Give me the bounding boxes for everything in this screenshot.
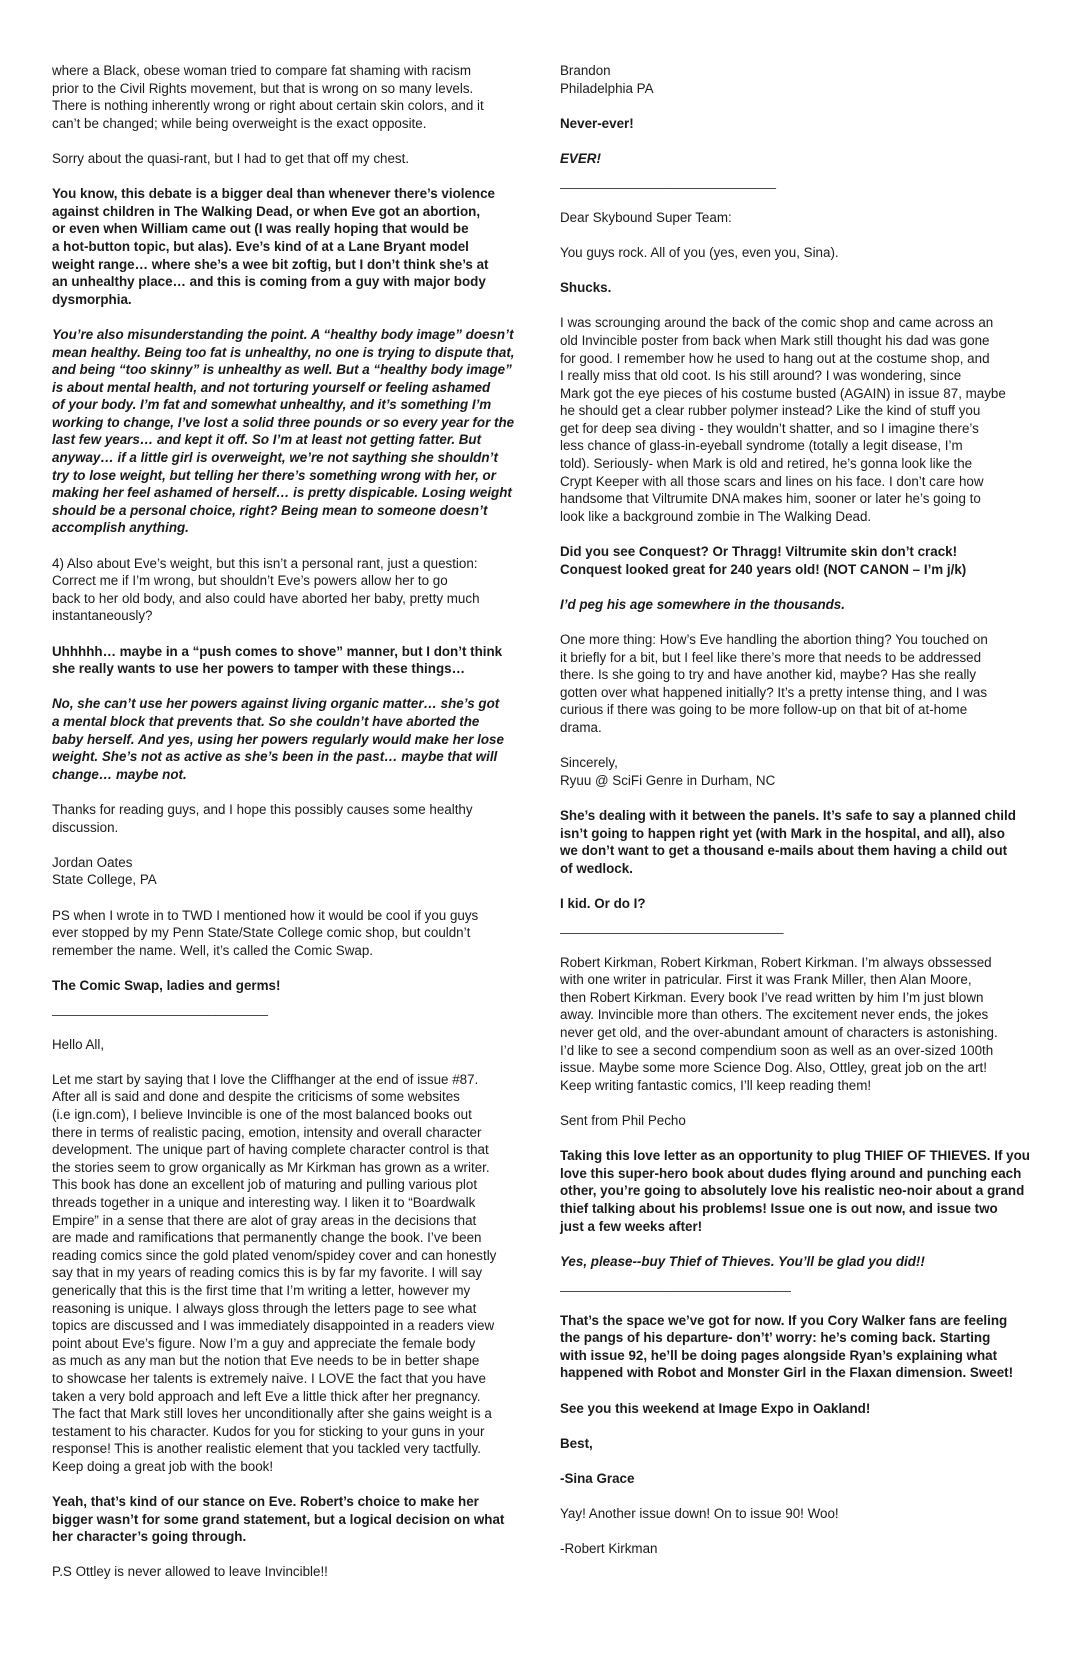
section-divider: _____________________________	[560, 174, 776, 190]
editor-reply-paragraph: Taking this love letter as an opportunity to plug THIEF OF THIEVES. If you love this super-hero book about dudes flying around and punching each other, you’re going to absolutely love his realistic neo-noir about a grand thief talking about his problems! Issue one is out now, and issue two just a few weeks after!	[560, 1148, 1030, 1234]
editor-reply-paragraph: Yes, please--buy Thief of Thieves. You’ll be glad you did!!	[560, 1253, 925, 1269]
left-column	[52, 62, 522, 1660]
editor-reply-paragraph: I kid. Or do I?	[560, 895, 646, 911]
editor-reply-paragraph: No, she can’t use her powers against living organic matter… she’s got a mental block that prevents that. So she couldn’t have aborted the baby herself. And yes, using her powers regularly would make her lose weight. She’s not as active as she’s been in the past… maybe that will change… maybe not.	[52, 696, 504, 782]
editor-reply-paragraph: Uhhhhh… maybe in a “push comes to shove” manner, but I don’t think she really wants to use her powers to tamper with these things…	[52, 643, 503, 677]
reader-letter-paragraph: One more thing: How’s Eve handling the abortion thing? You touched on it briefly for a bit, but I feel like there’s more that needs to be addressed there. Is she going to try and have another kid, maybe? Has she really gotten over what happened initially? It’s a pretty intense thing, and I was curious if there was going to be more follow-up on that bit of at-home drama.	[560, 632, 988, 735]
section-divider: ______________________________	[560, 919, 784, 935]
editor-reply-paragraph: You know, this debate is a bigger deal than whenever there’s violence against children in The Walking Dead, or when Eve got an abortion, or even when William came out (I was really hoping that would be a hot-button topic, but alas). Eve’s kind of at a Lane Bryant model weight range… where she’s a wee bit zoftig, but I don’t think she’s at an unhealthy place… and this is coming from a guy with major body dysmorphia.	[52, 186, 496, 307]
editor-reply-paragraph: See you this weekend at Image Expo in Oakland!	[560, 1400, 871, 1416]
reader-letter-paragraph: Thanks for reading guys, and I hope this possibly causes some healthy discussion.	[52, 801, 473, 835]
reader-letter-paragraph: Sorry about the quasi-rant, but I had to get that off my chest.	[52, 150, 410, 166]
reader-letter-paragraph: PS when I wrote in to TWD I mentioned how it would be cool if you guys ever stopped by my Penn State/State College comic shop, but couldn’t remember the name. Well, it’s called the Comic Swap.	[52, 907, 479, 958]
editor-reply-paragraph: Best,	[560, 1435, 593, 1451]
editor-reply-paragraph: She’s dealing with it between the panels. It’s safe to say a planned child isn’t going to happen right yet (with Mark in the hospital, and all), also we don’t want to get a thousand e-mails about them having a child out of wedlock.	[560, 807, 1016, 876]
editor-reply-paragraph: The Comic Swap, ladies and germs!	[52, 977, 281, 993]
editor-reply-paragraph: EVER!	[560, 150, 601, 166]
editor-reply-paragraph: Never-ever!	[560, 115, 634, 131]
reader-letter-paragraph: P.S Ottley is never allowed to leave Invincible!!	[52, 1564, 328, 1580]
section-divider: _______________________________	[560, 1276, 791, 1292]
reader-letter-paragraph: Brandon Philadelphia PA	[560, 63, 654, 96]
editor-reply-paragraph: Did you see Conquest? Or Thragg! Viltrumite skin don’t crack! Conquest looked great for 240 years old! (NOT CANON – I’m j/k)	[560, 544, 967, 577]
editor-reply-paragraph: Shucks.	[560, 280, 612, 296]
reader-letter-paragraph: Sincerely, Ryuu @ SciFi Genre in Durham, NC	[560, 755, 776, 788]
right-column	[560, 62, 1040, 1660]
reader-letter-paragraph: Sent from Phil Pecho	[560, 1113, 686, 1129]
editor-reply-paragraph: Yeah, that’s kind of our stance on Eve. Robert’s choice to make her bigger wasn’t for some grand statement, but a logical decision on what her character’s going through.	[52, 1494, 505, 1545]
reader-letter-paragraph: -Robert Kirkman	[560, 1541, 658, 1557]
reader-letter-paragraph: I was scrounging around the back of the comic shop and came across an old Invincible poster from back when Mark still thought his dad was gone for good. I remember how he used to hang out at the costume shop, and I really miss that old coot. Is his still around? I was wondering, since Mark got the eye pieces of his costume busted (AGAIN) in issue 87, maybe he should get a clear rubber polymer instead? Like the kind of stuff you get for deep sea diving - they wouldn’t shatter, and so I imagine there’s less chance of glass-in-eyeball syndrome (totally a legit disease, I’m told). Seriously- when Mark is old and retired, he’s gonna look like the Crypt Keeper with all those scars and lines on his face. I don’t care how handsome that Viltrumite DNA makes him, sooner or later he’s going to look like a background zombie in The Walking Dead.	[560, 315, 1006, 524]
editor-reply-paragraph: That’s the space we’ve got for now. If you Cory Walker fans are feeling the pangs of his departure- don’t’ worry: he’s coming back. Starting with issue 92, he’ll be doing pages alongside Ryan’s explaining what happened with Robot and Monster Girl in the Flaxan dimension. Sweet!	[560, 1312, 1014, 1381]
reader-letter-paragraph: where a Black, obese woman tried to compare fat shaming with racism prior to the Civil Rights movement, but that is wrong on so many levels. There is nothing inherently wrong or right about certain skin colors, and it can’t be changed; while being overweight is the exact opposite.	[52, 63, 484, 131]
reader-letter-paragraph: You guys rock. All of you (yes, even you, Sina).	[560, 244, 839, 260]
reader-letter-paragraph: Robert Kirkman, Robert Kirkman, Robert Kirkman. I’m always obssessed with one writer in patricular. First it was Frank Miller, then Alan Moore, then Robert Kirkman. Every book I’ve read written by him I’m just blown away. Invincible more than others. The excitement never ends, the jokes never get old, and the over-abundant amount of characters is astonishing. I’d like to see a second compendium soon as well as an over-sized 100th issue. Maybe some more Science Dog. Also, Ottley, great job on the art! Keep writing fantastic comics, I’ll keep reading them!	[560, 954, 998, 1093]
reader-letter-paragraph: 4) Also about Eve’s weight, but this isn’t a personal rant, just a question: Correct me if I’m wrong, but shouldn’t Eve’s powers allow her to go back to her old body, and also could have aborted her baby, pretty much instantaneously?	[52, 555, 480, 624]
reader-letter-paragraph: Dear Skybound Super Team:	[560, 209, 732, 225]
reader-letter-paragraph: Jordan Oates State College, PA	[52, 854, 157, 888]
editor-reply-paragraph: -Sina Grace	[560, 1470, 635, 1486]
reader-letter-paragraph: Let me start by saying that I love the Cliffhanger at the end of issue #87. After all is said and done and despite the criticisms of some websites (i.e ign.com), I believe Invincible is one of the most balanced books out there in terms of realistic pacing, emotion, intensity and overall character development. The unique part of having complete character control is that the stories seem to grow organically as Mr Kirkman has grown as a writer. This book has done an excellent job of maturing and pulling various plot threads together in a unique and interesting way. I liken it to “Boardwalk Empire” in a sense that there are alot of gray areas in the decisions that are made and ramifications that permanently change the book. I’ve been reading comics since the gold plated venom/spidey cover and can honestly say that in my years of reading comics this is by far my favorite. I will say generically that this is the first time that I’m writing a letter, however my reasoning is unique. I always gloss through the letters page to see what topics are discussed and I was immediately disappointed in a readers view point about Eve’s figure. Now I’m a guy and appreciate the female body as much as any man but the notion that Eve needs to be in better shape to showcase her talents is extremely naive. I LOVE the fact that you have taken a very bold approach and left Eve a little thick after her pregnancy. The fact that Mark still loves her unconditionally after she gains weight is a testament to his character. Kudos for you for sticking to your guns in your response! This is another realistic element that you tackled very tactfully. Keep doing a great job with the book!	[52, 1071, 497, 1474]
reader-letter-paragraph: Hello All,	[52, 1036, 105, 1052]
editor-reply-paragraph: You’re also misunderstanding the point. A “healthy body image” doesn’t mean healthy. Being too fat is unhealthy, no one is trying to dispute that, and being “too skinny” is unhealthy as well. But a “healthy body image” is about mental health, and not torturing yourself or feeling ashamed of your body. I’m fat and somewhat unhealthy, and it’s something I’m working to change, I’ve lost a solid three pounds or so every year for the last few years… and kept it off. So I’m at least not getting fatter. But anyway… if a little girl is overweight, we’re not saything she shouldn’t try to lose weight, but telling her there’s something wrong with her, or making her feel ashamed of herself… is pretty dispicable. Losing weight should be a personal choice, right? Being mean to someone doesn’t accomplish anything.	[52, 326, 515, 536]
editor-reply-paragraph: I’d peg his age somewhere in the thousands.	[560, 596, 845, 612]
section-divider: _____________________________	[52, 1001, 268, 1017]
reader-letter-paragraph: Yay! Another issue down! On to issue 90! Woo!	[560, 1506, 839, 1522]
